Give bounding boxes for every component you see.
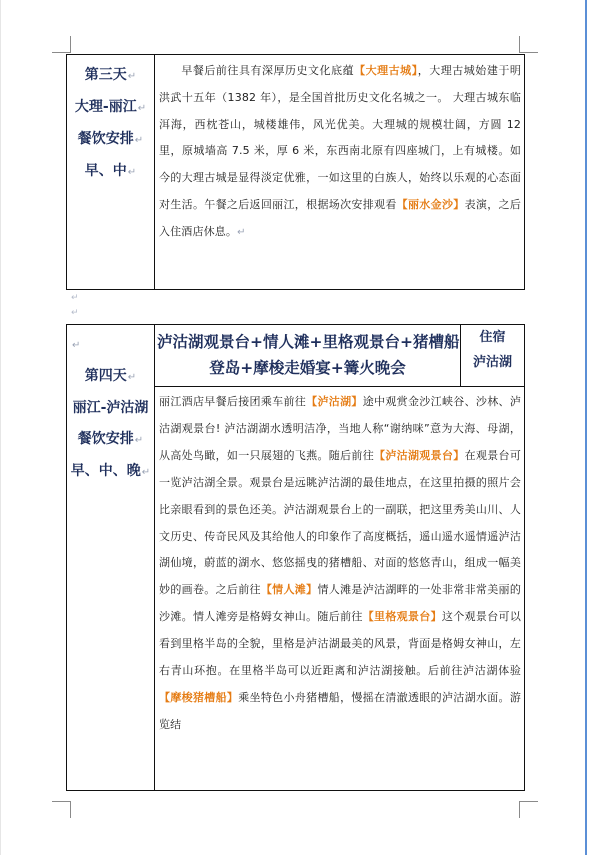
day4-highlight-lige: 【里格观景台】 — [362, 610, 442, 624]
day3-description: 早餐后前往具有深厚历史文化底蕴【大理古城】，大理古城始建于明洪武十五年（1382 年），是全国首批历史文化名城之一。 大理古城东临洱海，西枕苍山，城楼雄伟，风光优美。大理城的规模壮阔，方圆 12 里，原城墙高 7.5 米，厚 6 米，东西南北原有四座城门，上有城楼。如今的大理古城是显得淡定优雅，一如这里的白族人，始终以乐观的心态面对生活。午餐之后返回丽江，根据场次安排观看【丽水金沙】表演，之后入住酒店休息。↵ — [155, 55, 525, 290]
crop-mark — [52, 801, 70, 802]
day3-day-label: 第三天 — [84, 67, 127, 83]
crop-mark — [520, 52, 538, 53]
day3-meal-label: 餐饮安排 — [77, 131, 134, 147]
day4-meals: 早、中、晚 — [70, 463, 141, 479]
day4-route: 丽江-泸沽湖 — [72, 400, 149, 416]
day4-day-label: 第四天 — [84, 368, 127, 384]
crop-mark — [520, 801, 538, 802]
crop-mark — [52, 52, 70, 53]
day3-highlight-lishui: 【丽水金沙】 — [396, 197, 465, 211]
day4-text: 这个观景台可以看到里格半岛的全貌，里格是泸沽湖最美的风景，背面是格姆女神山，左右青山环抱。在里格半岛可以近距离和泸沽湖接触。后前往泸沽湖体验 — [159, 610, 521, 678]
crop-mark — [70, 36, 71, 53]
day3-text: 表演，之后入住酒店休息。 — [159, 197, 521, 238]
day3-highlight-dali: 【大理古城】 — [354, 64, 418, 77]
day4-highlight-lugu: 【泸沽湖】 — [306, 395, 363, 408]
day4-text: 乘坐特色小舟猪槽船，慢摇在清澈透眼的泸沽湖水面。游览结 — [159, 690, 521, 731]
day4-table — [66, 324, 525, 791]
day4-stay-cell — [461, 325, 525, 387]
day4-text: 丽江酒店早餐后接团乘车前往 — [159, 395, 307, 408]
day3-route: 大理-丽江 — [74, 99, 137, 115]
day3-meals: 早、中 — [84, 163, 127, 179]
day4-text: 情人滩是泸沽湖畔的一处非常非常美丽的沙滩。情人滩旁是格姆女神山。随后前往 — [159, 583, 521, 624]
day4-itinerary-title — [155, 325, 461, 387]
crop-mark — [519, 36, 520, 53]
day4-meal-label: 餐饮安排 — [77, 431, 134, 447]
crop-mark — [519, 801, 520, 818]
day3-text: 早餐后前往具有深厚历史文化底蕴 — [181, 64, 355, 77]
day4-title-line2: 登岛+摩梭走婚宴+篝火晚会 — [209, 359, 406, 377]
day4-text: 途中观赏金沙江峡谷、沙林、泸沽湖观景台! 泸沽湖湖水透明洁净，当地人称“谢纳咪”意为大海、母湖，从高处鸟瞰，如一只展翅的飞燕。随后前往 — [159, 395, 521, 462]
day4-highlight-boat: 【摩梭猪槽船】 — [159, 690, 239, 704]
paragraph-mark: ↵ — [71, 308, 79, 318]
day4-summary-cell: ↵ 第四天↵ 丽江-泸沽湖 餐饮安排↵ 早、中、晚↵ — [67, 325, 155, 791]
day4-text: 在观景台可一览泸沽湖全景。观景台是远眺泸沽湖的最佳地点，在这里拍摄的照片会比亲眼看到的景色还美。泸沽湖观景台上的一副联，把这里秀美山川、人文历史、传奇民风及其给他人的印象作了高度概括，遥山遥水遥情遥泸沽湖仙境，蔚蓝的湖水、悠悠摇曳的猪槽船、对面的悠悠青山，组成一幅美妙的画卷。之后前往 — [159, 448, 521, 597]
crop-mark — [70, 801, 71, 818]
day4-stay-label: 住宿 — [479, 330, 506, 345]
day3-table — [66, 54, 525, 290]
day4-highlight-lovers-beach: 【情人滩】 — [260, 583, 318, 597]
day3-summary-cell: 第三天↵ 大理-丽江↵ 餐饮安排↵ 早、中↵ — [67, 55, 155, 290]
paragraph-mark: ↵ — [71, 293, 79, 303]
day4-description — [155, 387, 525, 791]
day4-title-line1: 泸沽湖观景台+情人滩+里格观景台+猪槽船 — [157, 333, 460, 351]
day4-highlight-viewpoint: 【泸沽湖观景台】 — [374, 448, 465, 462]
day3-text: ，大理古城始建于明洪武十五年（1382 年），是全国首批历史文化名城之一。 大理古城东临洱海，西枕苍山，城楼雄伟，风光优美。大理城的规模壮阔，方圆 12 里，原城墙高 7.5 米，厚 6 米，东西南北原有四座城门，上有城楼。如今的大理古城是显得淡定优雅，一如这里的白族人，始终以乐观的心态面对生活。午餐之后返回丽江，根据场次安排观看 — [159, 64, 521, 211]
day4-stay-place: 泸沽湖 — [472, 355, 512, 370]
